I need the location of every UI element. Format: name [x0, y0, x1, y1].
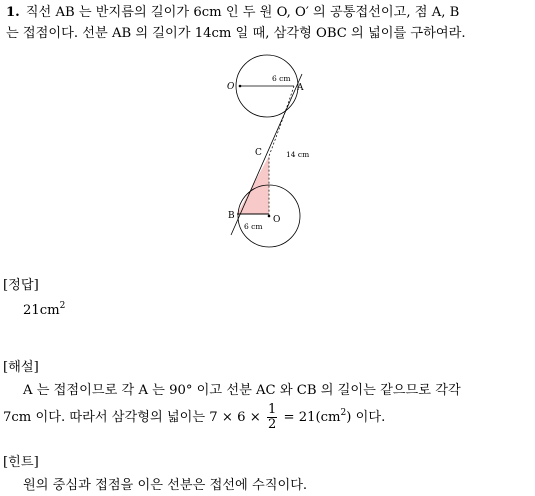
fraction-numerator: 1 [267, 402, 277, 417]
explanation-line-2 [3, 403, 385, 433]
answer-value [23, 301, 65, 321]
problem-line-1 [6, 2, 531, 23]
center-top-dot [239, 85, 242, 88]
geometry-figure [222, 52, 312, 262]
fraction-half [267, 403, 277, 432]
label-o-top: O [227, 82, 235, 92]
problem-statement [6, 2, 531, 44]
label-c: C [255, 148, 262, 158]
answer-text: 21cm [23, 303, 60, 318]
label-a: A [297, 83, 304, 93]
center-bottom-dot [268, 215, 271, 218]
explanation-text-a: 7cm 이다. 따라서 삼각형의 넓이는 7 × 6 × [3, 410, 261, 425]
explanation-label: [해설] [3, 360, 39, 375]
explanation-text-b: = 21(cm [283, 410, 341, 425]
problem-line-2: 는 접점이다. 선분 AB 의 길이가 14cm 일 때, 삼각형 OBC 의 넓이를 구하여라. [6, 26, 466, 41]
fraction-denominator: 2 [267, 417, 277, 432]
explanation-exponent: 2 [340, 408, 347, 418]
hint-label: [힌트] [3, 455, 39, 470]
problem-text-1: 직선 AB 는 반지름의 길이가 6cm 인 두 원 O, O′ 의 공통접선이고, 점 A, B [25, 5, 460, 20]
label-radius-top: 6 cm [272, 74, 291, 83]
problem-number: 1. [6, 5, 20, 20]
answer-exponent: 2 [59, 301, 66, 311]
label-o-bottom: O [273, 215, 281, 225]
answer-label: [정답] [3, 278, 39, 293]
label-14cm: 14 cm [286, 150, 310, 159]
label-radius-bottom: 6 cm [244, 222, 263, 231]
label-b: B [228, 211, 235, 221]
explanation-text-c: ) 이다. [346, 410, 386, 425]
hint-text: 원의 중심과 접점을 이은 선분은 접선에 수직이다. [23, 478, 308, 493]
explanation-line-1: A 는 접점이므로 각 A 는 90° 이고 선분 AC 와 CB 의 길이는 같으므로 각각 [23, 383, 461, 398]
